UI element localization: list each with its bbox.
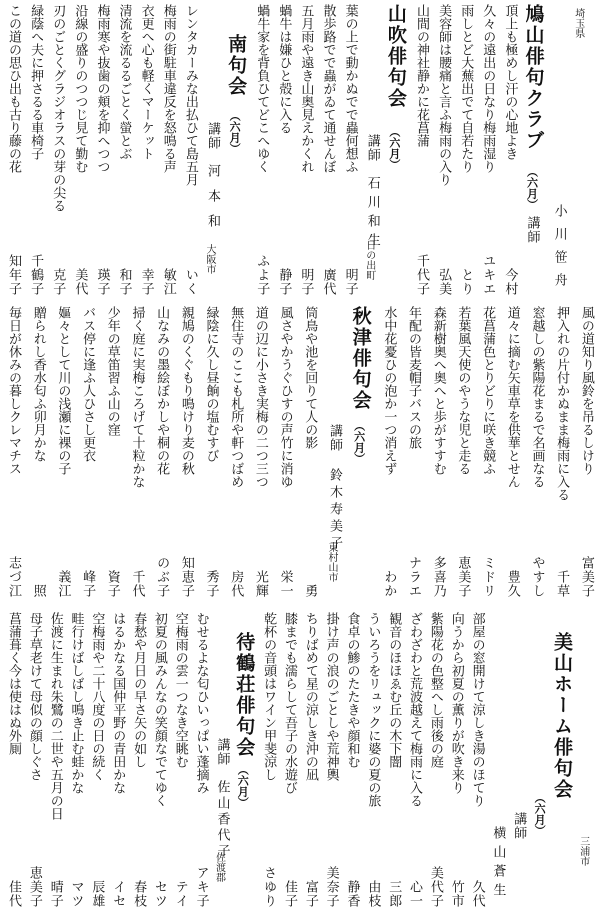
teacher-column	[488, 612, 507, 908]
group-month: （六月）	[236, 764, 250, 808]
poem-column	[129, 612, 148, 908]
location-label: 大阪市	[203, 244, 215, 274]
group-month: （六月）	[533, 792, 547, 836]
haiku-author: 房代	[228, 570, 244, 598]
haiku-text: 梅雨の街駐車違反を怒鳴る声	[160, 4, 176, 173]
haiku-author: 勇	[302, 584, 318, 598]
haiku-author: いく	[182, 268, 198, 296]
haiku-author: 千代子	[413, 254, 429, 296]
haiku-text: 緑陰に久し昼餉の塩むすび	[203, 306, 219, 462]
poem-column	[103, 306, 122, 598]
haiku-text: 観音のほほゑむ丘の木下闇	[386, 612, 402, 768]
teacher-column	[530, 612, 549, 908]
group-month: （六月）	[387, 126, 401, 170]
haiku-text: むせるよな匂ひいっぱい蓬摘み	[193, 612, 209, 794]
poem-column	[4, 4, 23, 296]
haiku-text: 若葉風天使のやうな児と走る	[455, 306, 471, 475]
haiku-author: 恵美子	[26, 866, 42, 908]
teacher-label: 講師	[326, 424, 342, 452]
location-label: 佐渡郡	[213, 852, 225, 882]
poem-column	[4, 306, 23, 598]
haiku-text: バス停に逢ふ人ひさし更衣	[80, 306, 96, 462]
poem-column	[87, 612, 106, 908]
teacher-column	[363, 4, 382, 296]
haiku-text: 佐渡に生まれ朱鷺の二世や五月の日	[47, 612, 63, 820]
haiku-text: 清流を流るるごとく螢とぶ	[116, 4, 132, 160]
poem-column	[404, 306, 423, 598]
haiku-text: 美容師は腰痛と言ふ梅雨の入り	[436, 4, 452, 186]
location-label: 三浦市	[577, 836, 589, 866]
poem-column	[343, 612, 362, 908]
haiku-text: 空梅雨の雲一つなき空眺む	[172, 612, 188, 768]
teacher-name: 石川和生	[364, 176, 380, 252]
haiku-text: 嫗々として川の浅瀬に裸の子	[55, 306, 71, 475]
haiku-text: 梅雨寒や抜歯の頬を抑へつつ	[94, 4, 110, 173]
haiku-author: 明子	[298, 268, 314, 296]
poem-column	[108, 612, 127, 908]
haiku-text: 刃のごとくグラジオラスの芽の尖る	[50, 4, 66, 212]
haiku-author: 明子	[342, 268, 358, 296]
author: 小川笹舟	[551, 204, 567, 296]
poem-column	[92, 4, 111, 296]
haiku-text: 山なみの墨絵ぼかしや桐の花	[154, 306, 170, 475]
poem-column	[67, 612, 86, 908]
haiku-text: 向うから初夏の薫りが吹き来り	[448, 612, 464, 794]
poem-column	[503, 306, 522, 598]
haiku-text: 少年の草笛習ふ山の窪	[104, 306, 120, 436]
haiku-text: 筒鳥や池を回りて人の影	[302, 306, 318, 449]
haiku-text: 空梅雨や二十八度の日の続く	[89, 612, 105, 781]
poem-column	[319, 4, 338, 296]
poem-column	[274, 4, 293, 296]
poem-column	[296, 4, 315, 296]
haiku-author: 今村	[502, 268, 518, 296]
haiku-text: 雨しとど大蕪出でて自若たり	[458, 4, 474, 173]
poem-column	[115, 4, 134, 296]
haiku-text: 親鳩のくぐもり鳴けり麦の秋	[178, 306, 194, 475]
haiku-text: ざわざわと荒波越えて梅雨に入る	[407, 612, 423, 807]
location-label: 埼玉県	[572, 8, 584, 38]
haiku-author: 克子	[50, 268, 66, 296]
poem-column	[379, 306, 398, 598]
band-1	[4, 4, 596, 296]
poem-column	[552, 306, 571, 598]
haiku-author: 富子	[302, 880, 318, 908]
haiku-text: 食卓の鯵のたたきや顔和む	[344, 612, 360, 768]
poem-column	[251, 306, 270, 598]
poem-column	[280, 612, 299, 908]
haiku-text: 押入れの片付かぬまま梅雨に入る	[554, 306, 570, 501]
poem-column	[301, 612, 320, 908]
poem-column	[468, 612, 487, 908]
haiku-text: 初夏の風みんなの笑顔なでてゆく	[151, 612, 167, 807]
teacher-label: 講師	[214, 738, 230, 766]
poem-column	[150, 612, 169, 908]
haiku-author: ミドリ	[480, 556, 496, 598]
poem-column	[447, 612, 466, 908]
teacher-name: 河本和	[204, 164, 220, 239]
poem-column	[4, 612, 23, 908]
poem-column	[259, 612, 278, 908]
haiku-text: 水中花憂ひの泡か一つ消えず	[381, 306, 397, 475]
poem-column	[48, 4, 67, 296]
haiku-author: 千代	[129, 570, 145, 598]
haiku-author: 光輝	[252, 570, 268, 598]
poem-column	[527, 306, 546, 598]
group-title-column	[233, 612, 257, 908]
haiku-author: アキ子	[193, 866, 209, 908]
location-label: 日の出町	[363, 240, 375, 280]
poem-column	[453, 306, 472, 598]
haiku-author: とり	[458, 268, 474, 296]
haiku-text: 五月雨や遠き山奥見えかくれ	[298, 4, 314, 173]
group-title-column	[551, 612, 575, 908]
haiku-author: 千草	[554, 570, 570, 598]
haiku-text: 風の道知り風鈴を吊るしけり	[578, 306, 594, 475]
group-title: 美山ホーム俳句会	[550, 632, 573, 800]
haiku-author: 豊久	[504, 570, 520, 598]
haiku-text: ういろうをリュックに婆の夏の旅	[365, 612, 381, 807]
poem-column	[429, 306, 448, 598]
poem-column	[478, 306, 497, 598]
poem-column	[363, 612, 382, 908]
haiku-author: マツ	[68, 880, 84, 908]
haiku-author: 廣代	[320, 268, 336, 296]
poem-column	[341, 4, 360, 296]
haiku-text: 掛け声の浪のごとしや荒神輿	[323, 612, 339, 781]
poem-column	[426, 612, 445, 908]
teacher-column	[509, 612, 528, 908]
haiku-text: レンタカーみな出払ひて島五月	[182, 4, 198, 186]
haiku-text: 紫陽花の色整へし雨後の庭	[427, 612, 443, 768]
haiku-text: 花菖蒲色とりどりに咲き競ふ	[480, 306, 496, 475]
poem-column	[26, 4, 45, 296]
poem-column	[456, 4, 475, 296]
haiku-author: 照	[30, 584, 46, 598]
poem-column	[46, 612, 65, 908]
haiku-text: 年配の皆麦帽子バスの旅	[406, 306, 421, 449]
haiku-author: わか	[381, 570, 397, 598]
haiku-author: のぶ子	[154, 556, 170, 598]
band-2	[4, 306, 596, 598]
haiku-text: 道の辺に小さき実梅の二つ三つ	[252, 306, 268, 488]
group-title: 鳩山俳句クラブ	[522, 4, 545, 151]
teacher-column	[212, 612, 231, 908]
column-author-0-0	[550, 4, 569, 296]
haiku-author: 佳子	[281, 880, 297, 908]
haiku-text: 衣更へ心も軽くマーケット	[138, 4, 154, 160]
haiku-text: 山間の神社静かに花菖蒲	[413, 4, 429, 147]
haiku-author: 静香	[344, 880, 360, 908]
haiku-author: 多喜乃	[430, 556, 446, 598]
teacher-label: 講師	[524, 216, 540, 244]
haiku-author: 義江	[55, 570, 71, 598]
poem-column	[25, 612, 44, 908]
haiku-text: 森新樹奥へ奥へと歩がすすむ	[430, 306, 446, 475]
haiku-text: はるかなる国仲平野の青田かな	[110, 612, 126, 794]
haiku-text: 蝸牛は嫌ひと殻に入る	[276, 4, 292, 134]
teacher-name: 横山蒼生	[490, 826, 506, 902]
group-title: 山吹俳句会	[384, 4, 407, 109]
haiku-text: 母子草老けて母似の顔しぐさ	[26, 612, 42, 781]
haiku-text: 膝までも濡らして吾子の水遊び	[281, 612, 297, 794]
poem-column	[500, 4, 519, 296]
haiku-text: 乾杯の音頭はワイン甲斐涼し	[261, 612, 277, 781]
haiku-text: 蝸牛家を背負ひてどこへゆく	[254, 4, 270, 173]
poem-column	[412, 4, 431, 296]
haiku-author: 久代	[469, 880, 485, 908]
haiku-author: ユキエ	[480, 254, 496, 296]
haiku-author: 知年子	[6, 254, 21, 296]
location-label: 東村山市	[325, 542, 337, 582]
teacher-column	[203, 4, 222, 296]
haiku-text: 葉の上で動かぬでで蟲何想ふ	[342, 4, 358, 173]
haiku-text: 無住寺のここも札所や軒つばめ	[228, 306, 244, 488]
haiku-text: 部屋の窓開けて涼しき湯のほてり	[469, 612, 485, 807]
haiku-author: 幸子	[138, 268, 154, 296]
teacher-label: 講師	[364, 134, 380, 162]
poem-column	[78, 306, 97, 598]
poem-column	[478, 4, 497, 296]
haiku-author: 峰子	[80, 570, 96, 598]
poem-column	[202, 306, 221, 598]
haiku-author: 千鶴子	[28, 254, 44, 296]
column-location	[572, 4, 596, 296]
haiku-author: 静子	[276, 268, 292, 296]
haiku-author: やすし	[529, 556, 545, 598]
poem-column	[300, 306, 319, 598]
group-title-column	[523, 4, 547, 296]
poem-column	[127, 306, 146, 598]
haiku-text: 沿線の盛りのつつじ見て勤む	[72, 4, 88, 173]
group-title-column	[385, 4, 409, 296]
haiku-author: さゆり	[261, 866, 277, 908]
haiku-author: 由枝	[365, 880, 381, 908]
haiku-author: 美代子	[427, 866, 443, 908]
haiku-author: 志づ江	[6, 556, 21, 598]
poem-column	[159, 4, 178, 296]
poem-column	[384, 612, 403, 908]
poem-column	[137, 4, 156, 296]
haiku-author: 春枝	[131, 880, 147, 908]
group-title: 待鶴荘俳句会	[233, 632, 256, 758]
haiku-text: 道々に摘む矢車草を供華とせん	[504, 306, 520, 488]
haiku-author: 美奈子	[323, 866, 339, 908]
haiku-author: 辰雄	[89, 880, 105, 908]
haiku-author: 晴子	[47, 880, 63, 908]
haiku-text: 掃く庭に実梅ころげて十粒かな	[129, 306, 145, 488]
poem-column	[252, 4, 271, 296]
haiku-text: 毎日が休みの暮しクレマチス	[6, 306, 21, 475]
haiku-text: 緑蔭へ夫に押さるる車椅子	[28, 4, 44, 160]
haiku-text: 贈られし香水匂ふ卯月かな	[30, 306, 46, 462]
poem-column	[53, 306, 72, 598]
teacher-label: 講師	[204, 122, 220, 150]
haiku-author: イセ	[110, 880, 126, 908]
poem-column	[226, 306, 245, 598]
poem-column	[171, 612, 190, 908]
haiku-author: 敏江	[160, 268, 176, 296]
haiku-author: 瑛子	[94, 268, 110, 296]
group-title-column	[225, 4, 249, 296]
group-month: （六月）	[228, 110, 242, 154]
poem-column	[181, 4, 200, 296]
haiku-text: 散歩路でで蟲がゐて通せんぼ	[320, 4, 336, 173]
haiku-author: ふよ子	[254, 254, 270, 296]
haiku-author: 栄一	[277, 570, 293, 598]
haiku-text: この道の思ひ出も古り藤の花	[6, 4, 21, 173]
group-title: 秋津俳句会	[349, 306, 372, 411]
haiku-author: 資子	[104, 570, 120, 598]
haiku-author: 秀子	[203, 570, 219, 598]
haiku-author: 心一	[407, 880, 423, 908]
poem-column	[152, 306, 171, 598]
poem-column	[70, 4, 89, 296]
teacher-name: 佐山香代子	[214, 780, 230, 860]
haiku-author: 美代	[72, 268, 88, 296]
teacher-name: 鈴木寿美子	[326, 468, 342, 553]
haiku-text: 久々の遠出の日なり梅雨湿り	[480, 4, 496, 173]
poem-column	[322, 612, 341, 908]
haiku-text: 頂上も極めし汗の心地よき	[502, 4, 518, 160]
haiku-author: 弘美	[436, 268, 452, 296]
haiku-author: 富美子	[578, 556, 594, 598]
haiku-text: ちりばめて星の涼しき沖の凪	[302, 612, 318, 781]
haiku-text: 畦行けばしばし鳴き止む蛙かな	[68, 612, 84, 794]
teacher-label: 講師	[511, 812, 527, 840]
haiku-author: セツ	[151, 880, 167, 908]
haiku-author: 竹市	[448, 880, 464, 908]
poem-column	[276, 306, 295, 598]
poem-column	[405, 612, 424, 908]
poem-column	[577, 306, 596, 598]
group-title-column	[350, 306, 374, 598]
poem-column	[29, 306, 48, 598]
haiku-text: 春愁や月日の早さ矢の如し	[131, 612, 147, 768]
haiku-author: 知恵子	[178, 556, 194, 598]
haiku-author: 三郎	[386, 880, 402, 908]
haiku-author: 和子	[116, 268, 132, 296]
group-month: （六月）	[352, 420, 366, 464]
group-month: （六月）	[525, 166, 539, 210]
haiku-author: ナラエ	[406, 556, 421, 598]
haiku-text: 菖蒲葺く今は使はぬ外厠	[6, 612, 21, 755]
haiku-text: 窓越しの紫陽花まるで名画なる	[529, 306, 545, 488]
teacher-column	[577, 612, 596, 908]
haiku-text: 風さやかうぐひすの声竹に消ゆ	[277, 306, 293, 488]
poem-column	[192, 612, 211, 908]
group-title: 南句会	[225, 34, 248, 97]
haiku-author: 恵美子	[455, 556, 471, 598]
poem-column	[434, 4, 453, 296]
teacher-column	[325, 306, 344, 598]
haiku-author: 佳代	[6, 880, 21, 908]
band-3	[4, 612, 596, 908]
poem-column	[177, 306, 196, 598]
haiku-author: テイ	[172, 880, 188, 908]
